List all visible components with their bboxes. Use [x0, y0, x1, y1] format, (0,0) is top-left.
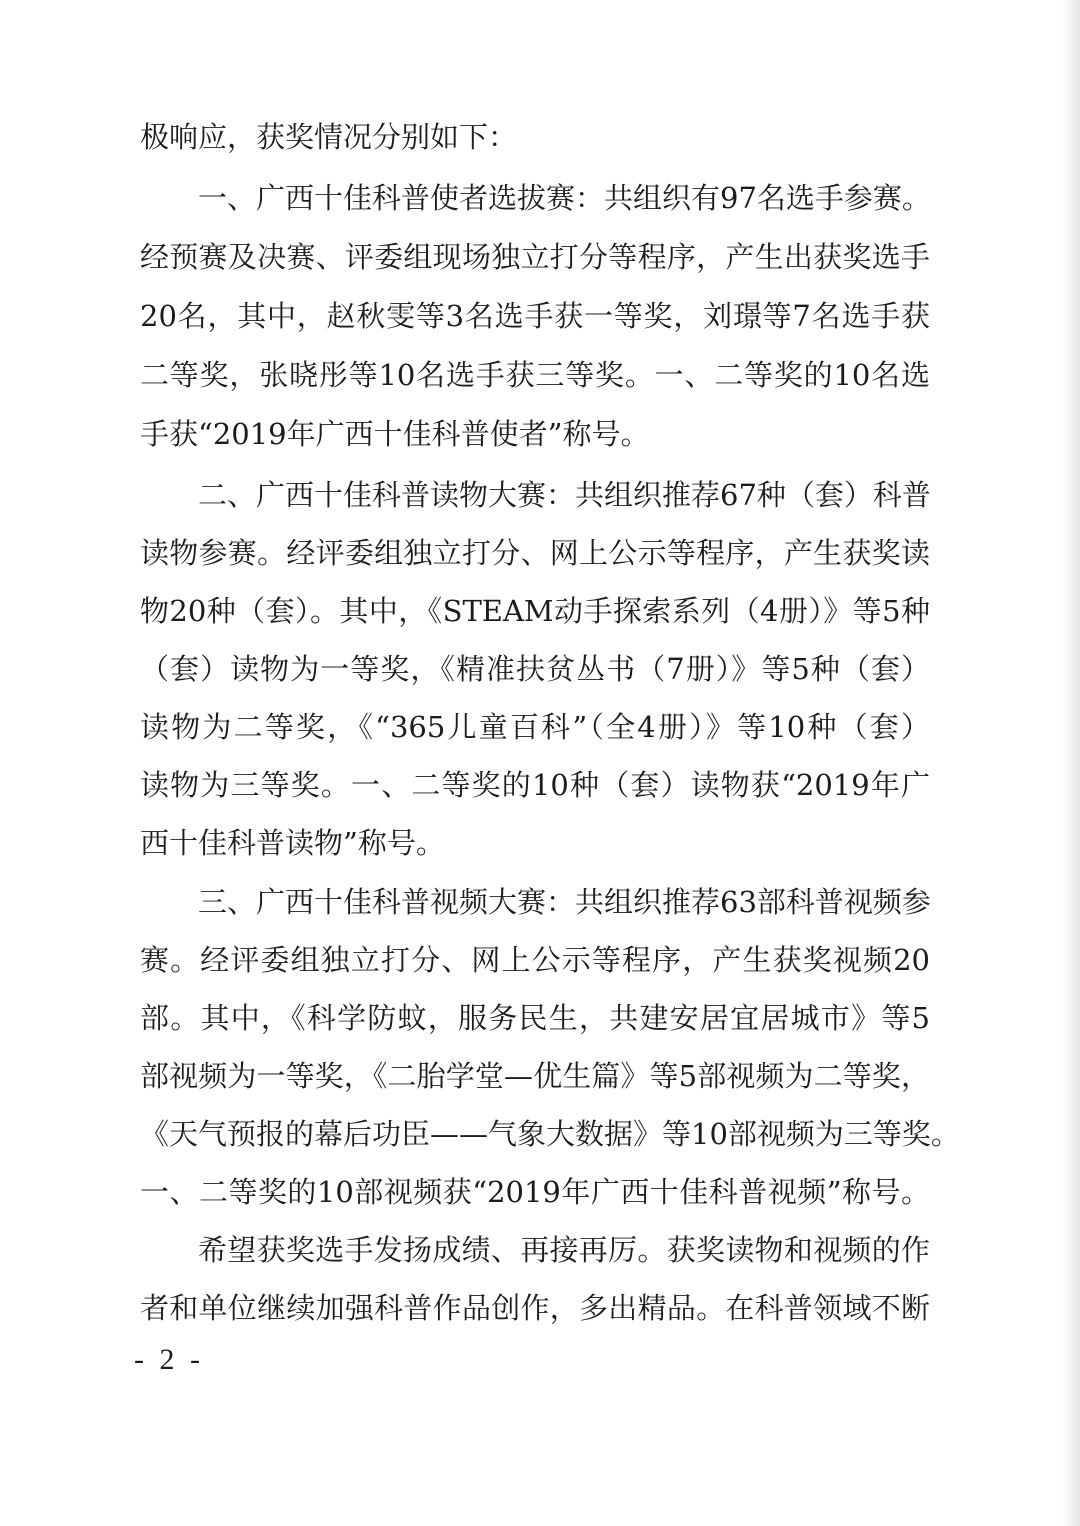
body-line: 物20种（套）。其中，《STEAM动手探索系列（4册）》等5种 — [140, 594, 930, 628]
body-line: 经预赛及决赛、评委组现场独立打分等程序，产生出获奖选手 — [140, 240, 930, 274]
body-line: 读物为三等奖。一、二等奖的10种（套）读物获“2019年广 — [140, 768, 930, 802]
body-line: 《天气预报的幕后功臣——气象大数据》等10部视频为三等奖。 — [140, 1117, 960, 1151]
body-line: 赛。经评委组独立打分、网上公示等程序，产生获奖视频20 — [140, 943, 930, 977]
body-line: 一、二等奖的10部视频获“2019年广西十佳科普视频”称号。 — [140, 1175, 930, 1209]
body-line: 部。其中，《科学防蚊，服务民生，共建安居宜居城市》等5 — [140, 1001, 930, 1035]
body-line: 极响应，获奖情况分别如下： — [140, 120, 518, 154]
paragraph-1-first-line: 一、广西十佳科普使者选拔赛：共组织有97名选手参赛。 — [198, 181, 931, 215]
body-line: 20名，其中，赵秋雯等3名选手获一等奖，刘璟等7名选手获 — [140, 299, 930, 333]
body-line: （套）读物为一等奖，《精准扶贫丛书（7册）》等5种（套） — [140, 652, 930, 686]
scan-edge-shadow — [1062, 0, 1080, 1526]
body-line: 者和单位继续加强科普作品创作，多出精品。在科普领域不断 — [140, 1291, 930, 1325]
paragraph-3-first-line: 三、广西十佳科普视频大赛：共组织推荐63部科普视频参 — [198, 885, 931, 919]
body-line: 部视频为一等奖，《二胎学堂—优生篇》等5部视频为二等奖， — [140, 1059, 930, 1093]
body-line: 读物为二等奖，《“365儿童百科”（全4册）》等10种（套） — [140, 710, 930, 744]
body-line: 手获“2019年广西十佳科普使者”称号。 — [140, 417, 650, 451]
body-line: 读物参赛。经评委组独立打分、网上公示等程序，产生获奖读 — [140, 536, 930, 570]
page-number: - 2 - — [134, 1343, 204, 1376]
body-line: 二等奖，张晓彤等10名选手获三等奖。一、二等奖的10名选 — [140, 358, 930, 392]
paragraph-2-first-line: 二、广西十佳科普读物大赛：共组织推荐67种（套）科普 — [198, 478, 931, 512]
body-line: 西十佳科普读物”称号。 — [140, 826, 445, 860]
paragraph-4-first-line: 希望获奖选手发扬成绩、再接再厉。获奖读物和视频的作 — [198, 1233, 930, 1267]
